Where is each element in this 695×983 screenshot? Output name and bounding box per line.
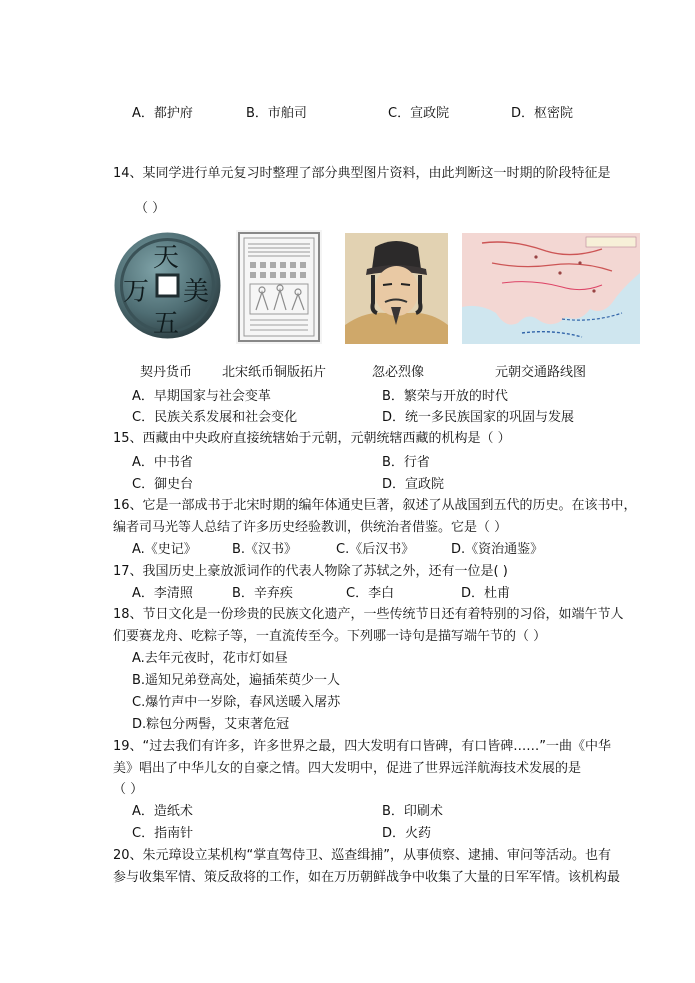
q15-option-b: B．行省 [382,455,430,470]
q14-answer-paren: （ ） [135,201,166,216]
q13-option-a: A．都护府 [132,106,193,121]
q19-answer-paren: （ ） [113,782,144,797]
q16-stem-line1: 16、它是一部成书于北宋时期的编年体通史巨著，叙述了从战国到五代的历史。在该书中， [113,498,637,513]
caption-portrait: 忽必烈像 [372,365,425,380]
q19-option-a: A．造纸术 [132,804,193,819]
q20-stem-line2: 参与收集军情、策反敌将的工作，如在万历朝鲜战争中收集了大量的日军军情。该机构最 [113,870,621,885]
banknote-plate-image [236,230,322,344]
coin-char-right: 美 [183,277,210,307]
caption-map: 元朝交通路线图 [495,365,587,380]
q13-option-b: B．市舶司 [246,106,307,121]
q18-option-b: B.遥知兄弟登高处，遍插茱萸少一人 [132,673,341,688]
coin-char-left: 万 [123,277,150,307]
q18-stem-line2: 们要赛龙舟、吃粽子等，一直流传至今。下列哪一诗句是描写端午节的（ ） [113,629,547,644]
q16-stem-line2: 编者司马光等人总结了许多历史经验教训，供统治者借鉴。它是（ ） [113,520,508,535]
q14-option-c: C．民族关系发展和社会变化 [132,410,298,425]
q20-stem-line1: 20、朱元璋设立某机构“掌直驾侍卫、巡查缉捕”，从事侦察、逮捕、审问等活动。也有 [113,848,612,863]
q14-option-d: D．统一多民族国家的巩固与发展 [382,410,575,425]
q16-option-c: C.《后汉书》 [336,542,415,557]
caption-banknote: 北宋纸币铜版拓片 [222,365,327,380]
q15-option-c: C．御史台 [132,477,194,492]
q17-option-b: B．辛弃疾 [232,586,293,601]
q15-option-d: D．宣政院 [382,477,445,492]
map-image [462,233,640,344]
q17-option-c: C．李白 [346,586,395,601]
coin-char-top: 天 [153,243,180,273]
q19-option-b: B．印刷术 [382,804,443,819]
q15-option-a: A．中书省 [132,455,193,470]
q17-option-d: D．杜甫 [461,586,511,601]
q17-stem: 17、我国历史上豪放派词作的代表人物除了苏轼之外，还有一位是( ) [113,564,508,579]
q19-option-c: C．指南针 [132,826,194,841]
q14-stem: 14、某同学进行单元复习时整理了部分典型图片资料，由此判断这一时期的阶段特征是 [113,166,611,181]
q18-option-d: D.粽包分两髻，艾束著危冠 [132,717,290,732]
q19-option-d: D．火药 [382,826,432,841]
coin-image [113,231,222,340]
q19-stem-line2: 美》唱出了中华儿女的自豪之情。四大发明中，促进了世界远洋航海技术发展的是 [113,761,582,776]
q14-option-a: A．早期国家与社会变革 [132,389,271,404]
q14-option-b: B．繁荣与开放的时代 [382,389,508,404]
q15-stem: 15、西藏由中央政府直接统辖始于元朝，元朝统辖西藏的机构是（ ） [113,431,511,446]
q16-option-d: D.《资治通鉴》 [451,542,544,557]
q17-option-a: A．李清照 [132,586,193,601]
q13-option-c: C．宣政院 [388,106,450,121]
q18-option-a: A.去年元夜时，花市灯如昼 [132,651,288,666]
q16-option-a: A.《史记》 [132,542,197,557]
q13-option-d: D．枢密院 [511,106,574,121]
q18-stem-line1: 18、节日文化是一份珍贵的民族文化遗产，一些传统节日还有着特别的习俗，如端午节人 [113,607,624,622]
coin-char-bottom: 五 [153,309,180,339]
portrait-image [345,233,448,344]
q19-stem-line1: 19、“过去我们有许多，许多世界之最，四大发明有口皆碑，有口皆碑……”一曲《中华 [113,739,612,754]
q16-option-b: B.《汉书》 [232,542,298,557]
q18-option-c: C.爆竹声中一岁除，春风送暖入屠苏 [132,695,341,710]
caption-coin: 契丹货币 [140,365,193,380]
